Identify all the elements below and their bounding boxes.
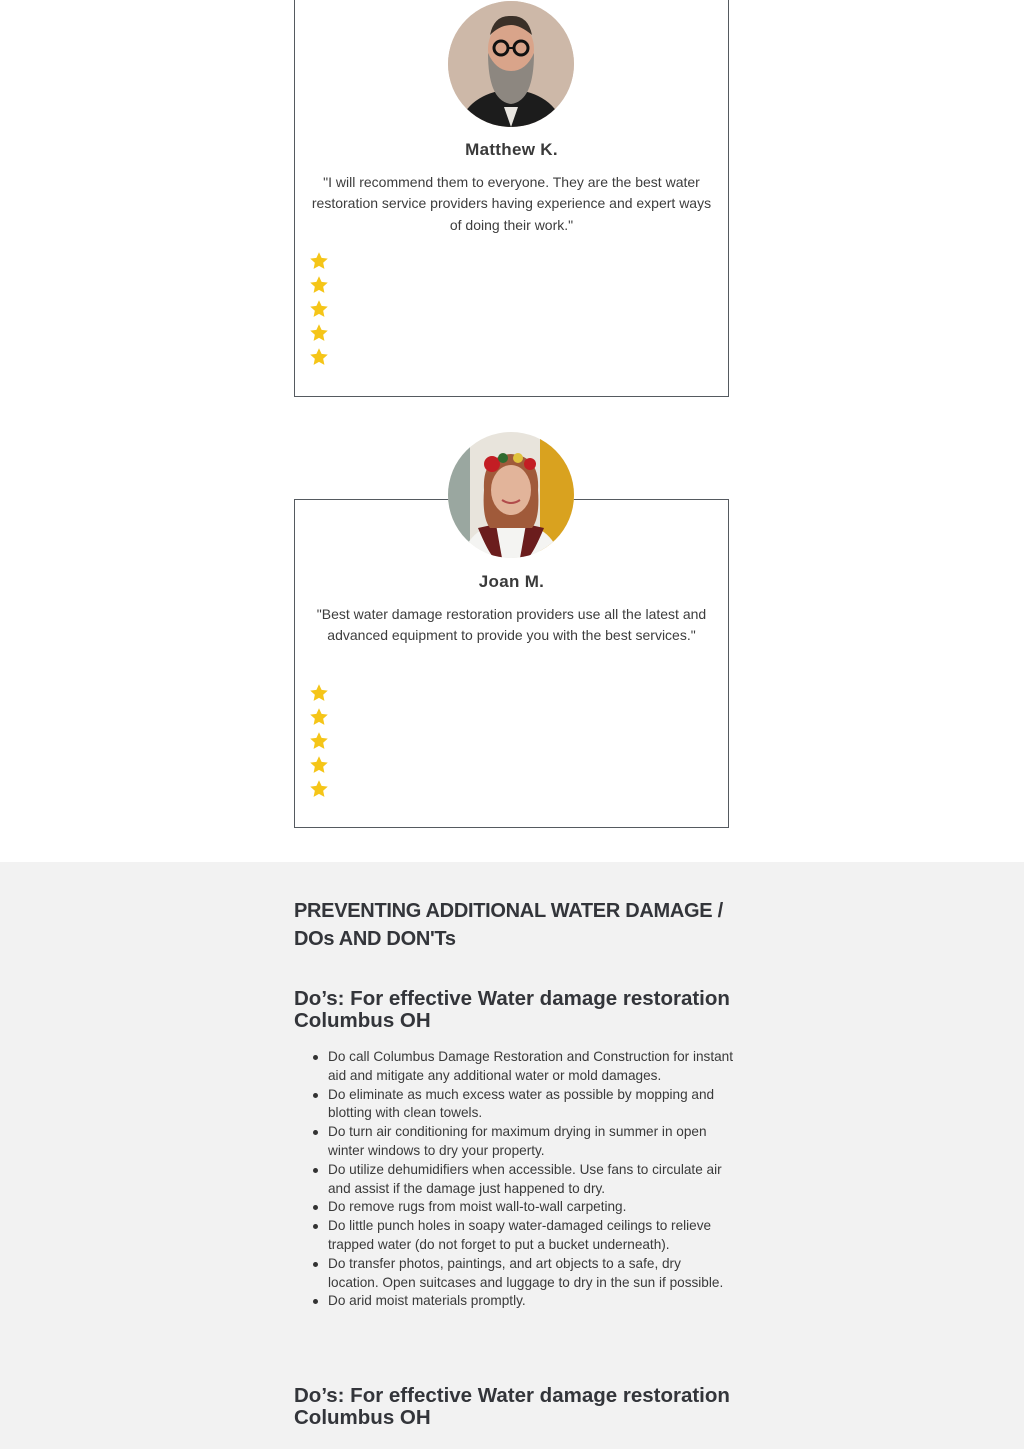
avatar: [448, 1, 574, 127]
list-item: Do turn air conditioning for maximum drying in summer in open winter windows to dry your property.: [328, 1123, 734, 1161]
list-item: Do utilize dehumidifiers when accessible. Use fans to circulate air and assist if the damage just happened to dry.: [328, 1161, 734, 1199]
dos-heading-2: Do’s: For effective Water damage restoration Columbus OH: [294, 1384, 730, 1429]
list-item: Do remove rugs from moist wall-to-wall carpeting.: [328, 1198, 734, 1217]
star-icon: [309, 299, 329, 319]
star-icon: [309, 683, 329, 703]
star-icon: [309, 347, 329, 367]
list-item: Do transfer photos, paintings, and art objects to a safe, dry location. Open suitcases and luggage to dry in the sun if possible.: [328, 1255, 734, 1293]
testimonial-name: Matthew K.: [465, 140, 558, 159]
list-item: Do arid moist materials promptly.: [328, 1292, 734, 1311]
star-icon: [309, 275, 329, 295]
star-rating: [309, 683, 333, 803]
star-icon: [309, 251, 329, 271]
star-icon: [309, 707, 329, 727]
list-item: Do eliminate as much excess water as possible by mopping and blotting with clean towels.: [328, 1086, 734, 1124]
list-item: Do little punch holes in soapy water-damaged ceilings to relieve trapped water (do not forget to put a bucket underneath).: [328, 1217, 734, 1255]
testimonial-quote: "I will recommend them to everyone. They are the best water restoration service providers having experience and expert ways of doing their work.": [311, 174, 712, 233]
star-rating: [309, 251, 333, 371]
star-icon: [309, 779, 329, 799]
star-icon: [309, 323, 329, 343]
avatar: [448, 432, 574, 558]
section-heading: PREVENTING ADDITIONAL WATER DAMAGE / DOs AND DON'Ts: [294, 900, 723, 950]
star-icon: [309, 755, 329, 775]
dos-heading: Do’s: For effective Water damage restoration Columbus OH: [294, 987, 730, 1032]
star-icon: [309, 731, 329, 751]
list-item: Do call Columbus Damage Restoration and Construction for instant aid and mitigate any additional water or mold damages.: [328, 1048, 734, 1086]
testimonial-name: Joan M.: [478, 572, 545, 591]
dos-list: [294, 1048, 734, 1311]
testimonial-quote: "Best water damage restoration providers use all the latest and advanced equipment to provide you with the best services.": [316, 606, 707, 644]
